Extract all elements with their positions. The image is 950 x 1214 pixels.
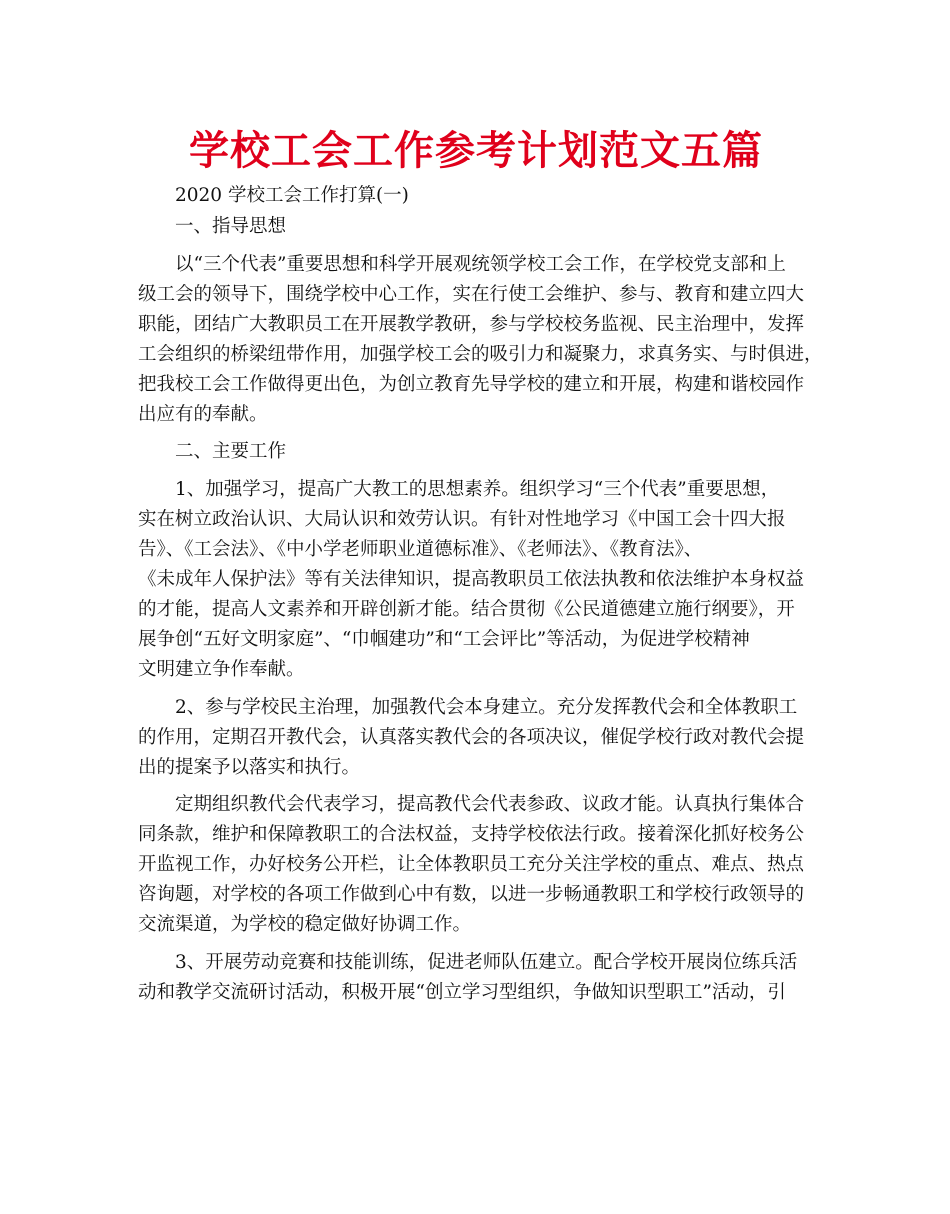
paragraph-line: 3、开展劳动竞赛和技能训练，促进老师队伍建立。配合学校开展岗位练兵活 <box>175 952 798 974</box>
paragraph-line: 的才能，提高人文素养和开辟创新才能。结合贯彻《公民道德建立施行纲要》，开 <box>138 599 795 621</box>
paragraph-line: 实在树立政治认识、大局认识和效劳认识。有针对性地学习《中国工会十四大报 <box>138 509 786 531</box>
paragraph-strengthen-learning <box>138 475 814 685</box>
document-body <box>138 122 823 1016</box>
paragraph-line: 级工会的领导下，围绕学校中心工作，实在行使工会维护、参与、教育和建立四大 <box>138 283 805 305</box>
paragraph-labor-competition <box>138 948 814 1008</box>
paragraph-line: 定期组织教代会代表学习，提高教代会代表参政、议政才能。认真执行集体合 <box>175 794 805 816</box>
paragraph-line: 告》、《工会法》、《中小学老师职业道德标准》、《老师法》、《教育法》、 <box>138 539 703 561</box>
paragraph-line: 一、指导思想 <box>175 216 287 237</box>
section-heading-guiding-thought <box>138 212 814 242</box>
document-title: 学校工会工作参考计划范文五篇 <box>189 128 763 174</box>
paragraph-line: 动和教学交流研讨活动，积极开展“创立学习型组织，争做知识型职工”活动，引 <box>138 982 786 1004</box>
section-heading-main-work <box>138 437 814 467</box>
paragraph-democratic-management <box>138 693 814 783</box>
paragraph-line: 咨询题，对学校的各项工作做到心中有数，以进一步畅通教职工和学校行政领导的 <box>138 884 805 906</box>
paragraph-line: 开监视工作，办好校务公开栏，让全体教职员工充分关注学校的重点、难点、热点 <box>138 854 805 876</box>
paragraph-line: 2、参与学校民主治理，加强教代会本身建立。充分发挥教代会和全体教职工 <box>175 696 798 718</box>
paragraph-line: 展争创“五好文明家庭”、“巾帼建功”和“工会评比”等活动，为促进学校精神 <box>138 629 750 651</box>
paragraph-line: 交流渠道，为学校的稳定做好协调工作。 <box>138 914 472 936</box>
paragraph-line: 工会组织的桥梁纽带作用，加强学校工会的吸引力和凝聚力，求真务实、与时俱进， <box>138 343 823 365</box>
paragraph-line: 把我校工会工作做得更出色，为创立教育先导学校的建立和开展，构建和谐校园作 <box>138 373 805 395</box>
paragraph-line: 《未成年人保护法》等有关法律知识，提高教职员工依法执教和依法维护本身权益 <box>138 569 805 591</box>
paragraph-line: 出应有的奉献。 <box>138 403 268 425</box>
paragraph-line: 的作用，定期召开教代会，认真落实教代会的各项决议，催促学校行政对教代会提 <box>138 726 805 748</box>
paragraph-guiding-thought <box>138 250 823 430</box>
paragraph-representative-learning <box>138 790 814 940</box>
paragraph-line: 出的提案予以落实和执行。 <box>138 756 361 778</box>
paragraph-line: 职能，团结广大教职员工在开展教学教研，参与学校校务监视、民主治理中，发挥 <box>138 313 805 335</box>
paragraph-line: 同条款，维护和保障教职工的合法权益，支持学校依法行政。接着深化抓好校务公 <box>138 824 805 846</box>
paragraph-line: 文明建立争作奉献。 <box>138 659 305 681</box>
document-subtitle: 2020 学校工会工作打算(一) <box>175 185 409 206</box>
paragraph-line: 二、主要工作 <box>175 441 287 463</box>
paragraph-line: 以“三个代表”重要思想和科学开展观统领学校工会工作，在学校党支部和上 <box>175 253 786 275</box>
paragraph-line: 1、加强学习，提高广大教工的思想素养。组织学习“三个代表”重要思想， <box>175 479 780 501</box>
